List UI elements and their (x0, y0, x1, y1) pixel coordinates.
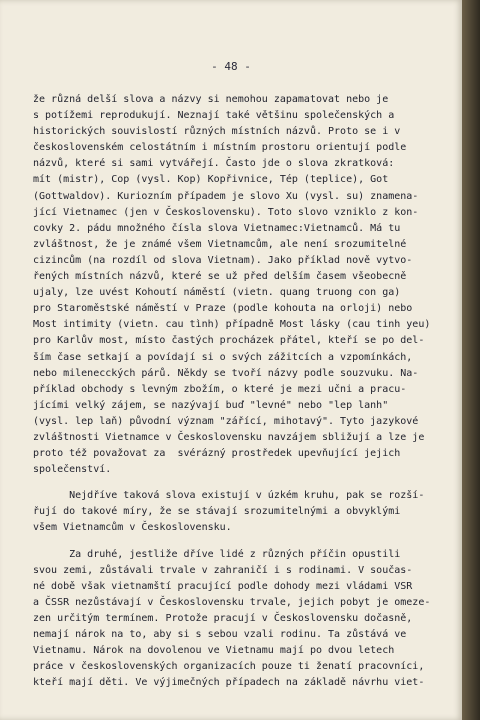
text-line: né době však vietnamští pracující podle dohody mezi vládami VSR (33, 580, 413, 592)
text-line: československém celostátním i místním prostoru orientují podle (33, 142, 407, 154)
page-number: - 48 - (211, 60, 251, 73)
text-line: Most intimity (vietn. cau tình) případně Most lásky (cau tinh yeu) (33, 319, 431, 331)
text-line: ším čase setkají a povídají si o svých zážitcích a vzpomínkách, (33, 351, 413, 363)
text-line: pro Karlův most, místo častých procházek přátel, kteří se po del- (33, 335, 425, 347)
text-line: zvláštnosti Vietnamce v Československu navzájem sbližují a lze je (33, 431, 425, 443)
text-line: covky 2. pádu množného čísla slova Vietnamec:Vietnamců. Má tu (33, 222, 401, 234)
paragraph-3 (33, 547, 433, 692)
text-line: názvů, které si sami vytvářejí. Často jde o slova zkratková: (33, 158, 395, 170)
text-line: nemají nárok na to, aby si s sebou vzali rodinu. Ta zůstává ve (33, 629, 407, 640)
text-line: všem Vietnamcům v Československu. (33, 522, 232, 534)
text-line: příklad obchody s levným zbožím, o které je mezi učni a pracu- (33, 383, 407, 395)
text-line: proto též považovat za svérázný prostředek upevňující jejich (33, 448, 401, 460)
text-line: jícími velký zájem, se nazývají buď "levné" nebo "lep lanh" (33, 399, 389, 411)
text-line: zen určitým termínem. Protože pracují v Československu dočasně, (33, 612, 413, 624)
text-line: (Gottwaldov). Kuriozním případem je slovo Xu (vysl. su) znamena- (33, 190, 419, 202)
body-text (33, 92, 433, 691)
binding-edge (462, 0, 480, 720)
text-line: řených místních názvů, které se už před delším časem všeobecně (33, 271, 407, 283)
text-line: svou zemi, zůstávali trvale v zahraničí i s rodinami. V součas- (33, 564, 413, 576)
paragraph-2 (33, 488, 433, 536)
text-line: zvláštnost, že je známé všem Vietnamcům, ale není srozumitelné (33, 238, 407, 250)
text-line: Nejdříve taková slova existují v úzkém kruhu, pak se rozší- (33, 490, 425, 502)
text-line: mít (mistr), Cop (vysl. Kop) Kopřivnice, Tép (teplice), Got (33, 174, 389, 186)
text-line: řují do takové míry, že se stávají srozumitelnými a obvyklými (33, 506, 401, 518)
text-line: s potížemi reprodukují. Neznají také většinu společenských a (33, 110, 395, 122)
text-line: že různá delší slova a názvy si nemohou zapamatovat nebo je (33, 94, 389, 105)
text-line: a ČSSR nezůstávají v Československu trvale, jejich pobyt je omeze- (33, 596, 431, 608)
text-line: ujaly, lze uvést Kohoutí náměstí (vietn. quang truong con ga) (33, 287, 401, 299)
text-line: kteří mají děti. Ve výjimečných případech na základě návrhu viet- (33, 677, 425, 689)
text-line: práce v československých organizacích pouze ti ženatí pracovníci, (33, 661, 425, 673)
text-line: nebo milenecckých párů. Někdy se tvoří názvy podle souzvuku. Na- (33, 367, 419, 379)
text-line: Za druhé, jestliže dříve lidé z různých příčin opustili (33, 548, 401, 560)
text-line: (vysl. lep laň) původní význam "zářící, mihotavý". Tyto jazykové (33, 415, 419, 427)
text-line: jící Vietnamec (jen v Československu). Toto slovo vzniklo z kon- (33, 206, 419, 218)
text-line: pro Staroměstské náměstí v Praze (podle kohouta na orloji) nebo (33, 303, 413, 315)
text-line: Vietnamu. Nárok na dovolenou ve Vietnamu mají po dvou letech (33, 645, 395, 657)
paragraph-1 (33, 92, 433, 478)
text-line: cizincům (na rozdíl od slova Vietnam). Jako příklad nově vytvo- (33, 254, 413, 266)
text-line: historických souvislostí různých místních názvů. Proto se i v (33, 126, 401, 138)
text-line: společenství. (33, 464, 112, 476)
